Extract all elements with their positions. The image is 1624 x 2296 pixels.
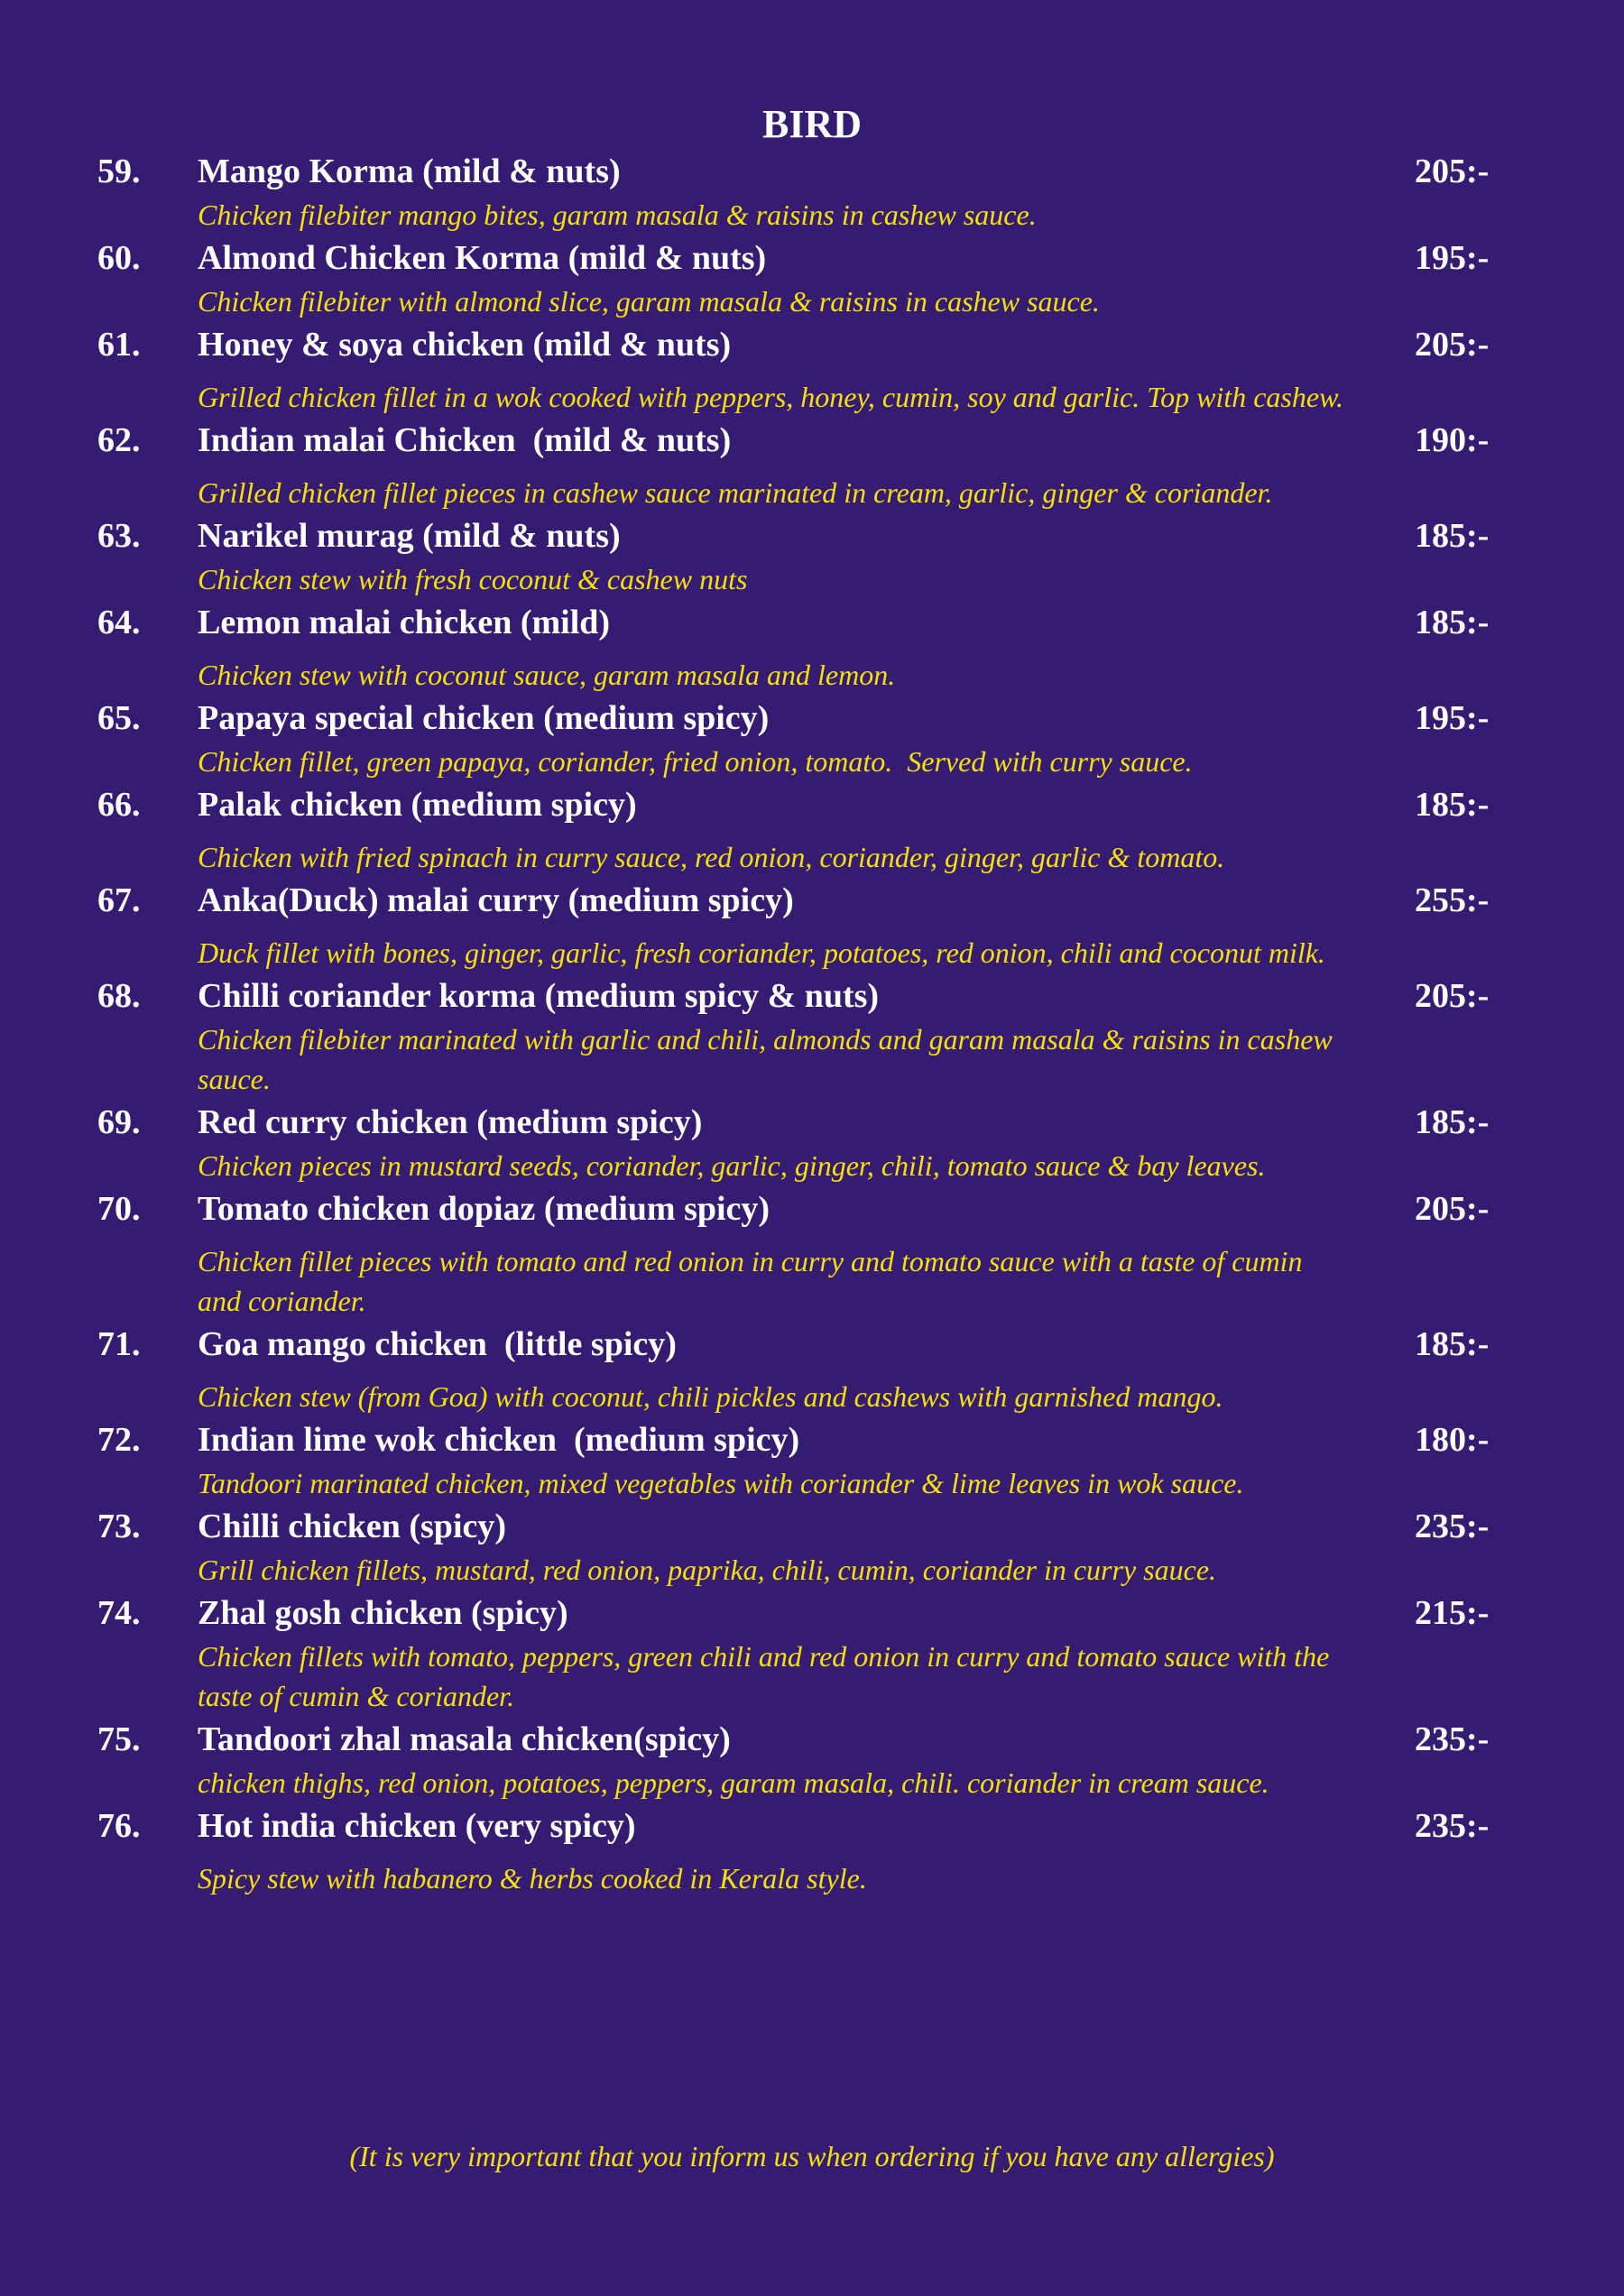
item-price: 255:-	[1415, 881, 1490, 919]
item-name: Chilli chicken (spicy)	[198, 1508, 507, 1545]
item-price: 185:-	[1415, 604, 1490, 641]
menu-item	[97, 1099, 1505, 1185]
menu-item	[97, 1321, 1505, 1416]
item-name: Tandoori zhal masala chicken(spicy)	[198, 1720, 731, 1758]
item-number: 64.	[97, 604, 141, 641]
item-number: 65.	[97, 699, 141, 737]
item-name: Almond Chicken Korma (mild & nuts)	[198, 239, 767, 277]
item-description: Grilled chicken fillet in a wok cooked with peppers, honey, cumin, soy and garlic. Top with cashew.	[198, 381, 1344, 413]
item-name: Red curry chicken (medium spicy)	[198, 1103, 703, 1141]
item-price: 235:-	[1415, 1807, 1490, 1845]
menu-item	[97, 1716, 1505, 1803]
item-price: 235:-	[1415, 1720, 1490, 1758]
menu-item	[97, 781, 1505, 877]
menu-item	[97, 235, 1505, 321]
item-name: Mango Korma (mild & nuts)	[198, 152, 621, 190]
item-price: 205:-	[1415, 152, 1490, 190]
item-price: 205:-	[1415, 977, 1490, 1015]
item-number: 70.	[97, 1190, 141, 1228]
menu-item	[97, 321, 1505, 417]
item-number: 76.	[97, 1807, 141, 1845]
item-number: 61.	[97, 326, 141, 364]
item-number: 74.	[97, 1594, 141, 1632]
menu-item	[97, 1503, 1505, 1590]
item-description: Chicken fillets with tomato, peppers, green chili and red onion in curry and tomato sauce with the taste of cumin & coriander.	[198, 1640, 1330, 1712]
section-title: BIRD	[761, 102, 863, 146]
item-name: Goa mango chicken (little spicy)	[198, 1325, 677, 1363]
item-description: Chicken fillet, green papaya, coriander, fried onion, tomato. Served with curry sauce.	[198, 745, 1193, 778]
item-name: Zhal gosh chicken (spicy)	[198, 1594, 568, 1632]
item-price: 195:-	[1415, 699, 1490, 737]
item-price: 215:-	[1415, 1594, 1490, 1632]
item-number: 67.	[97, 881, 141, 919]
item-number: 73.	[97, 1508, 141, 1545]
item-price: 180:-	[1415, 1421, 1490, 1459]
item-name: Palak chicken (medium spicy)	[198, 786, 637, 824]
item-description: Chicken filebiter mango bites, garam masala & raisins in cashew sauce.	[198, 198, 1037, 231]
item-number: 59.	[97, 152, 141, 190]
item-name: Anka(Duck) malai curry (medium spicy)	[198, 881, 794, 919]
item-description: Chicken stew with coconut sauce, garam masala and lemon.	[198, 659, 896, 691]
menu-item	[97, 1185, 1505, 1321]
item-number: 72.	[97, 1421, 141, 1459]
menu-item	[97, 695, 1505, 781]
item-number: 69.	[97, 1103, 141, 1141]
menu-item	[97, 512, 1505, 599]
menu-item	[97, 1590, 1505, 1716]
item-description: Spicy stew with habanero & herbs cooked in Kerala style.	[198, 1862, 867, 1895]
menu-item	[97, 148, 1505, 235]
item-description: chicken thighs, red onion, potatoes, peppers, garam masala, chili. coriander in cream sauce.	[198, 1766, 1269, 1799]
item-number: 62.	[97, 421, 141, 459]
item-description: Chicken filebiter marinated with garlic and chili, almonds and garam masala & raisins in cashew sauce.	[198, 1023, 1333, 1095]
item-price: 205:-	[1415, 326, 1490, 364]
item-price: 205:-	[1415, 1190, 1490, 1228]
item-name: Lemon malai chicken (mild)	[198, 604, 611, 641]
item-price: 185:-	[1415, 786, 1490, 824]
menu-item	[97, 599, 1505, 695]
item-description: Grill chicken fillets, mustard, red onion, paprika, chili, cumin, coriander in curry sauce.	[198, 1554, 1217, 1586]
allergy-notice: (It is very important that you inform us when ordering if you have any allergies)	[349, 2140, 1275, 2172]
item-description: Tandoori marinated chicken, mixed vegetables with coriander & lime leaves in wok sauce.	[198, 1467, 1244, 1499]
item-description: Chicken with fried spinach in curry sauce, red onion, coriander, ginger, garlic & tomato.	[198, 841, 1225, 873]
item-name: Hot india chicken (very spicy)	[198, 1807, 636, 1845]
item-description: Chicken fillet pieces with tomato and red onion in curry and tomato sauce with a taste of cumin and coriander.	[198, 1245, 1303, 1317]
item-price: 235:-	[1415, 1508, 1490, 1545]
item-price: 185:-	[1415, 1103, 1490, 1141]
item-name: Indian lime wok chicken (medium spicy)	[198, 1421, 800, 1459]
item-name: Indian malai Chicken (mild & nuts)	[198, 421, 732, 459]
menu-item	[97, 1416, 1505, 1503]
menu-list	[97, 148, 1505, 1898]
item-name: Chilli coriander korma (medium spicy & nuts)	[198, 977, 880, 1015]
item-description: Duck fillet with bones, ginger, garlic, fresh coriander, potatoes, red onion, chili and coconut milk.	[198, 936, 1325, 969]
menu-item	[97, 1803, 1505, 1898]
item-number: 75.	[97, 1720, 141, 1758]
item-name: Papaya special chicken (medium spicy)	[198, 699, 770, 737]
item-description: Chicken pieces in mustard seeds, coriander, garlic, ginger, chili, tomato sauce & bay leaves.	[198, 1149, 1266, 1182]
item-description: Chicken stew (from Goa) with coconut, chili pickles and cashews with garnished mango.	[198, 1380, 1223, 1413]
item-name: Honey & soya chicken (mild & nuts)	[198, 326, 732, 364]
item-price: 185:-	[1415, 1325, 1490, 1363]
item-number: 63.	[97, 517, 141, 555]
item-price: 185:-	[1415, 517, 1490, 555]
menu-item	[97, 973, 1505, 1099]
item-number: 66.	[97, 786, 141, 824]
item-price: 195:-	[1415, 239, 1490, 277]
menu-item	[97, 417, 1505, 512]
item-description: Grilled chicken fillet pieces in cashew sauce marinated in cream, garlic, ginger & coriander.	[198, 476, 1273, 509]
item-number: 60.	[97, 239, 141, 277]
item-number: 68.	[97, 977, 141, 1015]
item-price: 190:-	[1415, 421, 1490, 459]
item-name: Narikel murag (mild & nuts)	[198, 517, 621, 555]
menu-item	[97, 877, 1505, 973]
item-name: Tomato chicken dopiaz (medium spicy)	[198, 1190, 770, 1228]
item-description: Chicken stew with fresh coconut & cashew nuts	[198, 563, 748, 595]
item-description: Chicken filebiter with almond slice, garam masala & raisins in cashew sauce.	[198, 285, 1100, 318]
item-number: 71.	[97, 1325, 141, 1363]
